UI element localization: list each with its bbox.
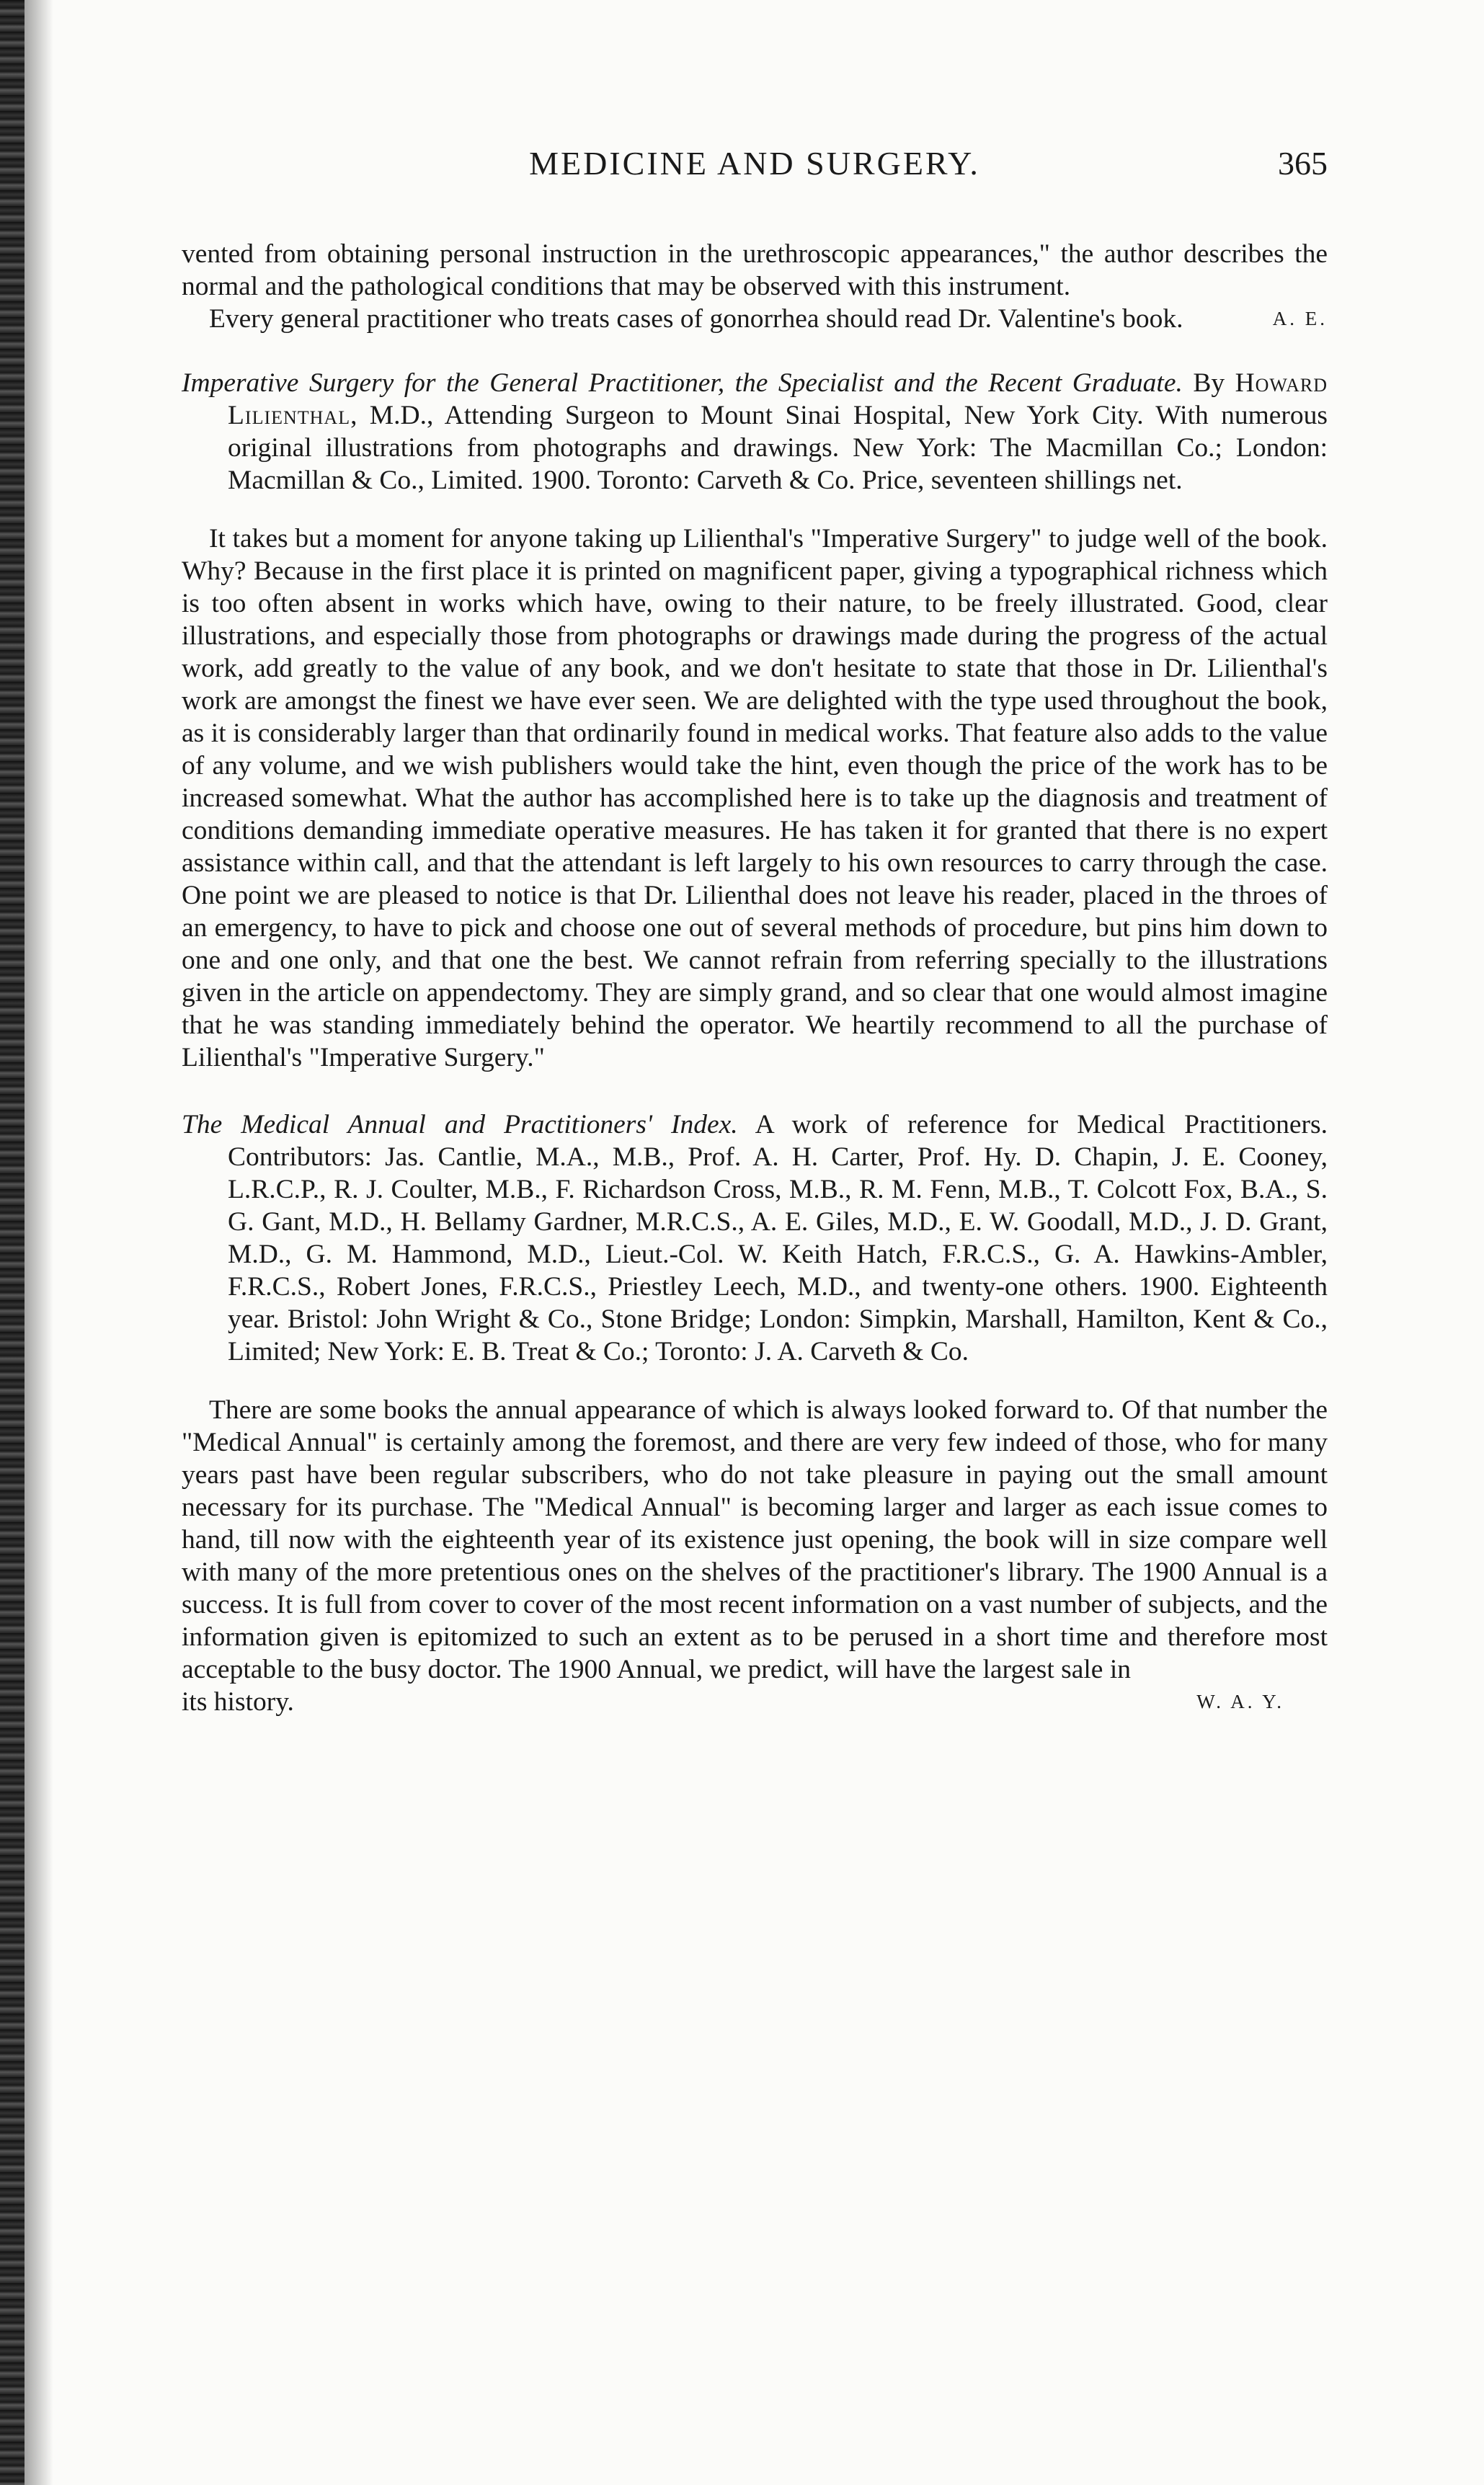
review-1-body xyxy=(182,523,1328,1074)
page-content xyxy=(182,144,1328,1718)
running-head: MEDICINE AND SURGERY. xyxy=(529,145,980,182)
review-1-title: Imperative Surgery for the General Practitioner, the Specialist and the Recent Graduate. xyxy=(182,368,1183,398)
page-header xyxy=(182,144,1328,195)
review-1-text: It takes but a moment for anyone taking up Lilienthal's "Imperative Surgery" to judge well of the book. Why? Because in the first place it is printed on magnificent paper, giving a typographical richness which is too often absent in works which have, owing to their nature, to be freely illustrated. Good, clear illustrations, and especially those from photographs or drawings made during the progress of the actual work, add greatly to the value of any book, and we don't hesitate to state that those in Dr. Lilienthal's work are amongst the finest we have ever seen. We are delighted with the type used throughout the book, as it is considerably larger than that ordinarily found in medical works. That feature also adds to the value of any volume, and we wish publishers would take the hint, even though the price of the work has to be increased somewhat. What the author has accomplished here is to take up the diagnosis and treatment of conditions demanding immediate operative measures. He has taken it for granted that there is no expert assistance within call, and that the attendant is left largely to his own resources to carry through the case. One point we are pleased to notice is that Dr. Lilienthal does not leave his reader, placed in the throes of an emergency, to have to pick and choose one out of several methods of procedure, but pins him down to one and one only, and that one the best. We cannot refrain from referring specially to the illustrations given in the article on appendectomy. They are simply grand, and so clear that one would almost imagine that he was standing immediately behind the operator. We heartily recommend to all the purchase of Lilienthal's "Imperative Surgery." xyxy=(182,524,1328,1072)
review-1-details: , M.D., Attending Surgeon to Mount Sinai Hospital, New York City. With numerous original illustrations from photographs and drawings. New York: The Macmillan Co.; London: Macmillan & Co., Limited. 1900. Toronto: Carveth & Co. Price, seventeen shillings net. xyxy=(228,401,1328,495)
intro-closing-text: Every general practitioner who treats cases of gonorrhea should read Dr. Valentine's book. xyxy=(209,304,1183,334)
review-2-text: There are some books the annual appearance of which is always looked forward to. Of that number the "Medical Annual" is certainly among the foremost, and there are very few indeed of those, who for many years past have been regular subscribers, who do not take pleasure in paying out the small amount necessary for its purchase. The "Medical Annual" is becoming larger and larger as each issue comes to hand, till now with the eighteenth year of its existence just opening, the book will in size compare well with many of the more pretentious ones on the shelves of the practitioner's library. The 1900 Annual is a success. It is full from cover to cover of the most recent information on a vast number of subjects, and the information given is epitomized to such an extent as to be perused in a short time and therefore most acceptable to the busy doctor. The 1900 Annual, we predict, will have the largest sale in xyxy=(182,1395,1328,1684)
review-1-author: Howard Lilienthal xyxy=(228,368,1328,430)
review-2-initials: W. A. Y. xyxy=(1196,1691,1284,1712)
review-2-body xyxy=(182,1394,1328,1718)
intro-initials: A. E. xyxy=(1272,308,1328,329)
page-number: 365 xyxy=(1278,145,1328,182)
review-2-heading xyxy=(182,1108,1328,1368)
review-2-closing xyxy=(182,1686,1328,1718)
review-2-title: The Medical Annual and Practitioners' Index. xyxy=(182,1110,738,1139)
review-1-by: By xyxy=(1193,368,1225,398)
intro-closing xyxy=(182,303,1328,335)
book-spine-shadow xyxy=(0,0,25,2485)
gutter-shadow xyxy=(25,0,53,2485)
review-1-heading xyxy=(182,367,1328,497)
review-2-details: A work of reference for Medical Practitioners. Contributors: Jas. Cantlie, M.A., M.B., Prof. A. H. Carter, Prof. Hy. D. Chapin, J. E. Cooney, L.R.C.P., R. J. Coulter, M.B., F. Richardson Cross, M.B., R. M. Fenn, M.B., T. Colcott Fox, B.A., S. G. Gant, M.D., H. Bellamy Gardner, M.R.C.S., A. E. Giles, M.D., E. W. Goodall, M.D., J. D. Grant, M.D., G. M. Hammond, M.D., Lieut.-Col. W. Keith Hatch, F.R.C.S., G. A. Hawkins-Ambler, F.R.C.S., Robert Jones, F.R.C.S., Priestley Leech, M.D., and twenty-one others. 1900. Eighteenth year. Bristol: John Wright & Co., Stone Bridge; London: Simpkin, Marshall, Hamilton, Kent & Co., Limited; New York: E. B. Treat & Co.; Toronto: J. A. Carveth & Co. xyxy=(228,1110,1328,1366)
review-2-last-line: its history. xyxy=(182,1687,294,1717)
intro-paragraph: vented from obtaining personal instruction in the urethroscopic appearances," the author describes the normal and the pathological conditions that may be observed with this instrument. xyxy=(182,239,1328,301)
